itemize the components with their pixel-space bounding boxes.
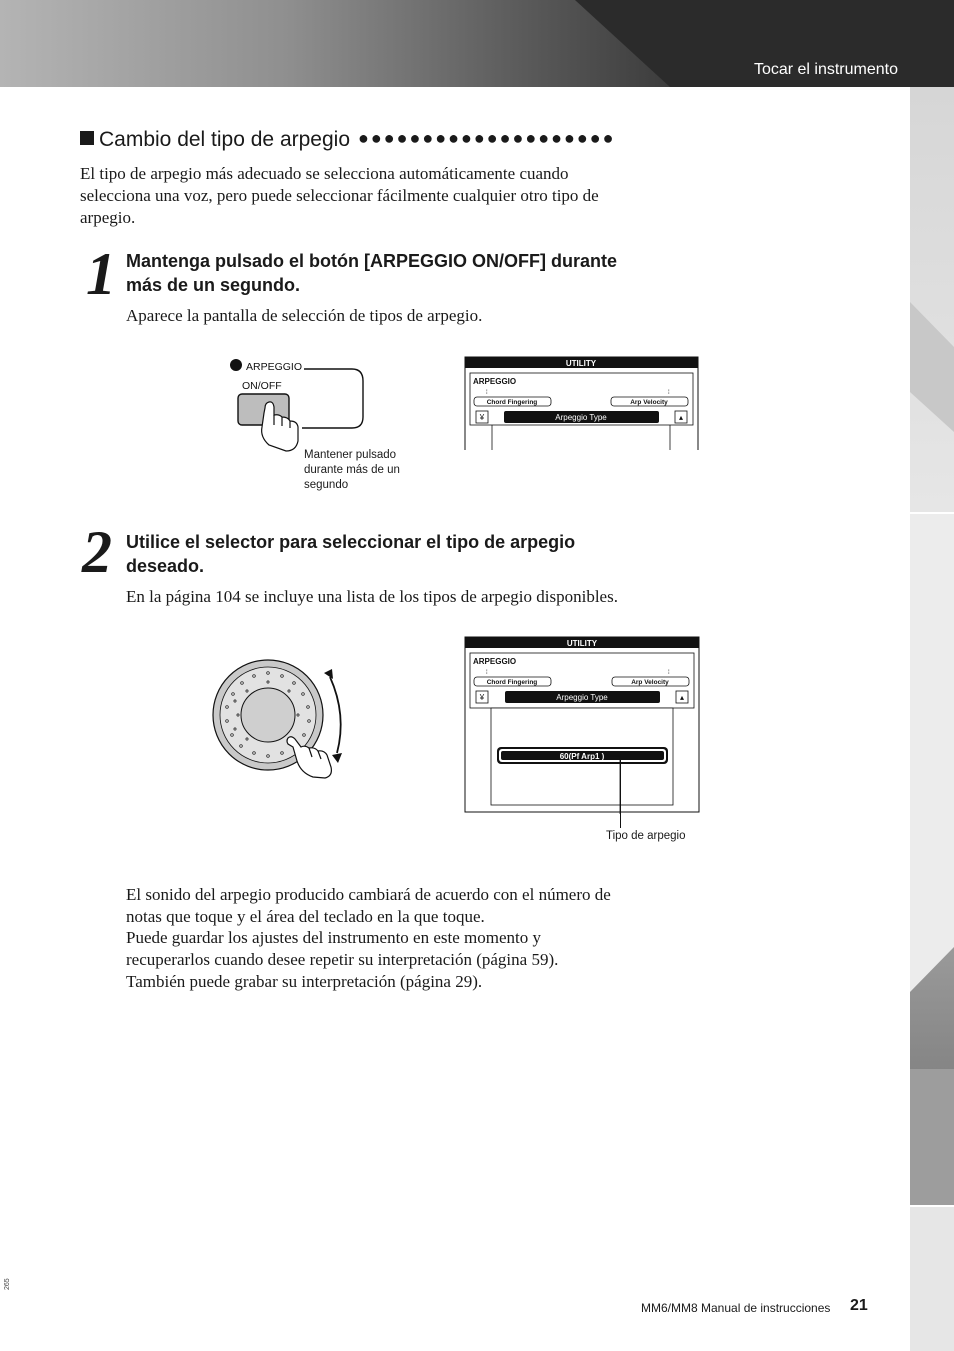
dotted-leader: ●●●●●●●●●●●●●●●●●●●● <box>358 128 616 148</box>
print-code: 265 <box>4 1278 11 1290</box>
lcd-header: UTILITY <box>565 359 597 368</box>
chapter-tab <box>910 1069 954 1205</box>
svg-text:⁞: ⁞ <box>486 390 488 396</box>
lcd-left-item: Chord Fingering <box>486 399 538 406</box>
lcd-header: UTILITY <box>566 639 598 648</box>
svg-text:⁞: ⁞ <box>486 670 488 676</box>
svg-text:¥: ¥ <box>479 413 485 422</box>
page-number: 21 <box>850 1297 868 1314</box>
lcd-right-item: Arp Velocity <box>630 399 668 406</box>
step-body: Aparece la pantalla de selección de tipos de arpegio. <box>126 306 483 325</box>
tab-shadow <box>910 302 954 432</box>
onoff-label: ON/OFF <box>242 380 282 392</box>
dial-knob <box>241 688 295 742</box>
lcd-left-item: Chord Fingering <box>486 679 538 686</box>
svg-text:▴: ▴ <box>678 413 684 422</box>
chapter-tab <box>910 1207 954 1351</box>
lcd-display-2 <box>464 636 701 814</box>
arpeggio-label: ARPEGGIO <box>246 361 303 373</box>
arpeggio-type-value: 60(Pf Arp1 ) <box>559 752 605 761</box>
section-title: Cambio del tipo de arpegio <box>99 128 350 151</box>
square-bullet-icon <box>80 131 94 145</box>
lcd-center-item: Arpeggio Type <box>555 413 607 422</box>
chapter-tab <box>910 87 954 512</box>
step-body: En la página 104 se incluye una lista de los tipos de arpegio disponibles. <box>126 587 618 606</box>
chapter-tabs <box>910 87 954 1351</box>
svg-text:▴: ▴ <box>679 693 685 702</box>
page-header <box>0 0 954 87</box>
lcd-display-1 <box>464 356 700 452</box>
svg-text:⁞: ⁞ <box>668 390 670 396</box>
lcd-title: ARPEGGIO <box>473 377 517 386</box>
header-title: Tocar el instrumento <box>753 61 898 78</box>
closing-paragraph: El sonido del arpegio producido cambiará de acuerdo con el número de notas que toque y el área del teclado en la que toque. Puede guardar los ajustes del instrumento en este momento y recuperarlos cuando desee repetir su interpretación (página 59). También puede grabar su interpretación (página 29). <box>126 885 611 991</box>
callout-line <box>620 756 621 828</box>
hold-caption: Mantener pulsado durante más de un segundo <box>304 449 400 491</box>
arpeggio-type-caption: Tipo de arpegio <box>606 830 686 842</box>
step-number: 1 <box>86 241 116 307</box>
step-title: Mantenga pulsado el botón [ARPEGGIO ON/OFF] durante más de un segundo. <box>126 251 618 295</box>
rotation-arrow-icon <box>330 677 341 753</box>
intro-paragraph: El tipo de arpegio más adecuado se selecciona automáticamente cuando selecciona una voz, pero puede seleccionar fácilmente cualquier otro tipo de arpegio. <box>80 164 599 227</box>
arpeggio-button-illustration <box>224 355 369 455</box>
svg-text:⁞: ⁞ <box>668 670 670 676</box>
indicator-lamp-icon <box>230 359 242 371</box>
data-dial-illustration <box>205 655 355 785</box>
lcd-title: ARPEGGIO <box>473 657 517 666</box>
step-title: Utilice el selector para seleccionar el tipo de arpegio deseado. <box>126 532 576 576</box>
step-number: 2 <box>82 519 112 585</box>
svg-text:¥: ¥ <box>479 693 485 702</box>
lcd-center-item: Arpeggio Type <box>556 693 608 702</box>
manual-name: MM6/MM8 Manual de instrucciones <box>641 1301 831 1315</box>
lcd-right-item: Arp Velocity <box>631 679 669 686</box>
section-heading <box>80 128 615 152</box>
